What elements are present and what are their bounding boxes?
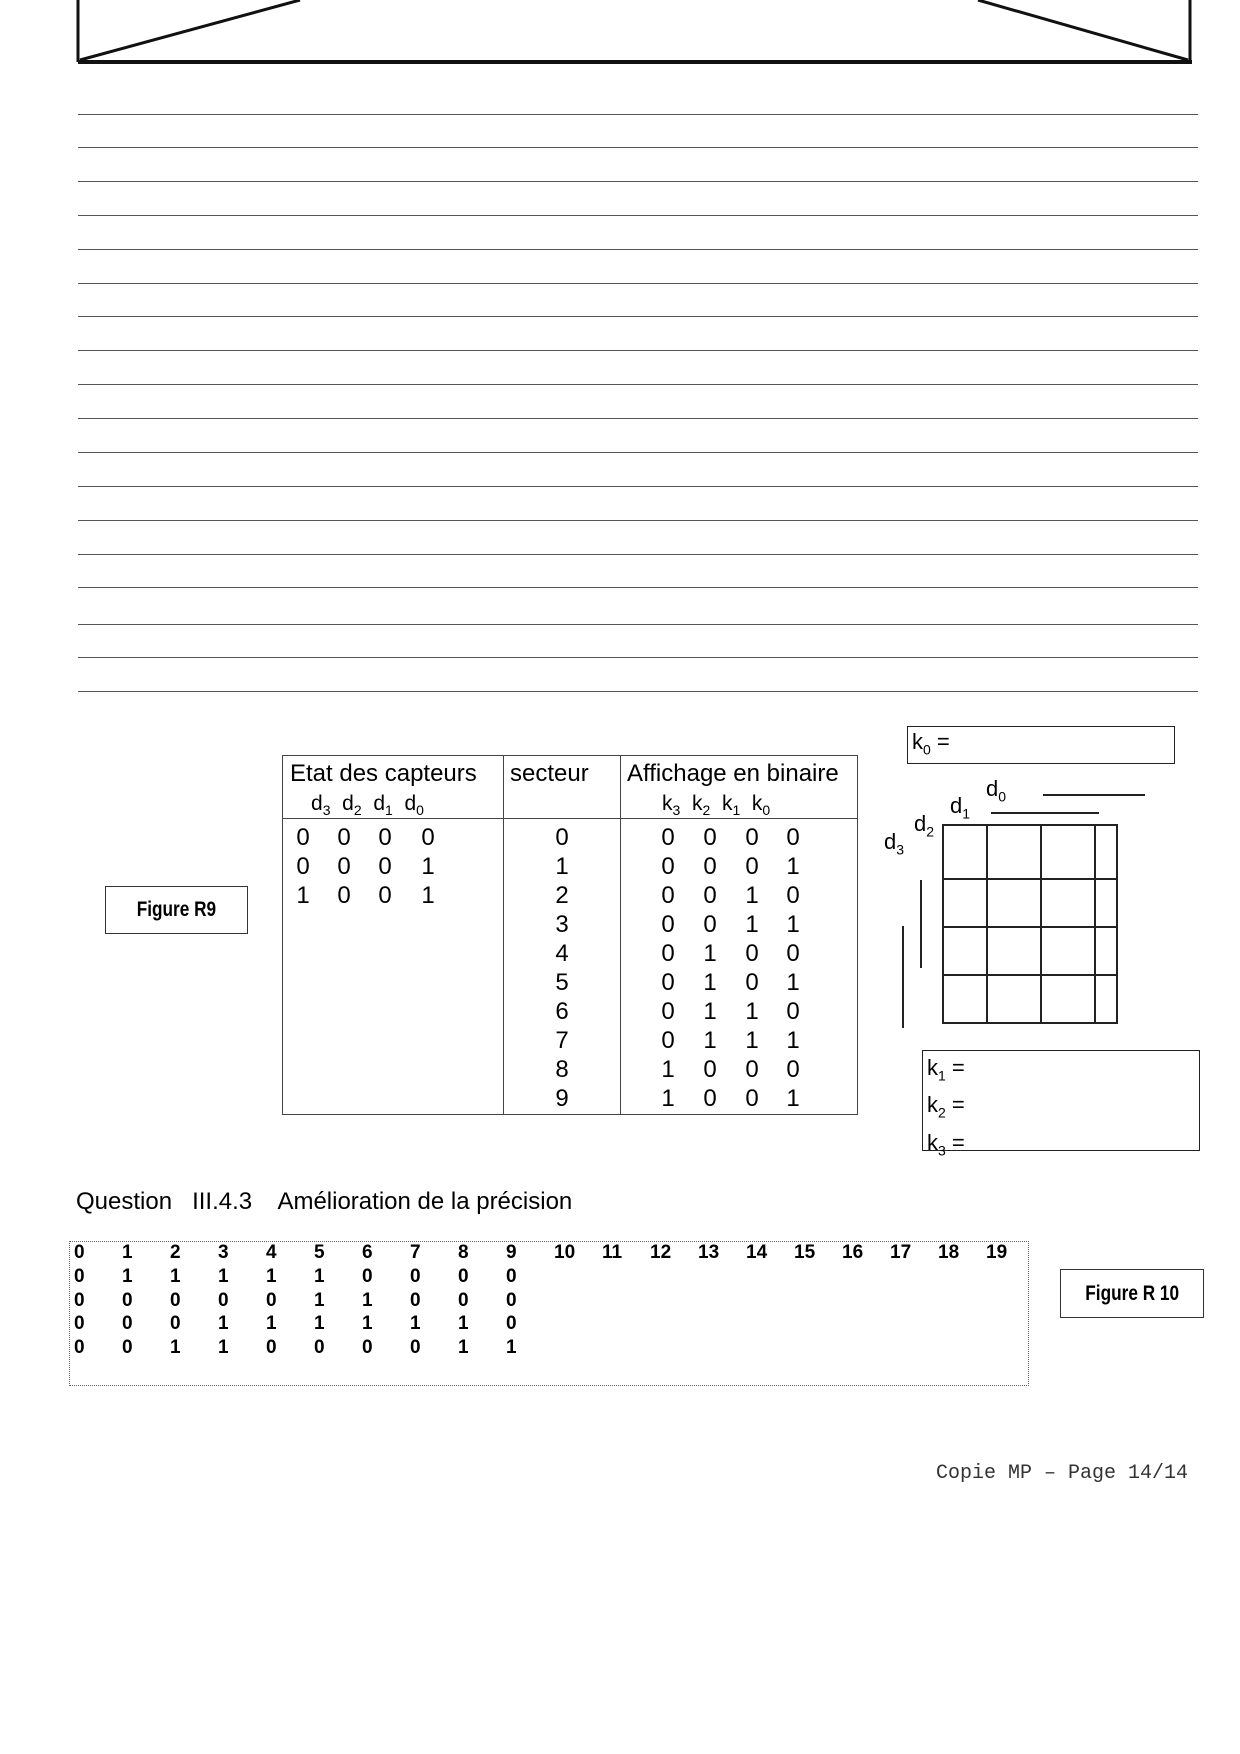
r10-header-cell: 7	[410, 1242, 421, 1263]
binary-cell: 0	[661, 1027, 675, 1054]
r10-header-cell: 16	[842, 1242, 864, 1263]
r10-cell: 1	[314, 1266, 325, 1287]
r10-cell: 1	[218, 1266, 229, 1287]
sector-cell: 1	[555, 853, 569, 880]
r10-header-cell: 5	[314, 1242, 325, 1263]
binary-cell: 0	[703, 882, 717, 909]
binary-cell: 0	[703, 853, 717, 880]
r10-cell: 0	[410, 1336, 421, 1358]
r10-header-cell: 9	[506, 1242, 517, 1263]
r10-cell: 0	[74, 1336, 85, 1358]
binary-cell: 0	[786, 824, 800, 851]
r10-header-cell: 11	[602, 1242, 623, 1263]
r10-cell: 1	[218, 1313, 229, 1334]
binary-cell: 1	[786, 969, 800, 996]
header-binary: Affichage en binaire	[627, 760, 839, 787]
r10-cell: 0	[74, 1266, 85, 1287]
binary-cell: 1	[786, 1027, 800, 1054]
r10-cell: 1	[122, 1266, 133, 1287]
figure-r10-grid	[69, 1241, 1029, 1386]
binary-cell: 1	[786, 853, 800, 880]
binary-cell: 1	[703, 1027, 717, 1054]
r10-cell: 1	[362, 1289, 373, 1311]
karnaugh-map[interactable]	[942, 824, 1118, 1024]
binary-cell: 0	[786, 1056, 800, 1083]
header-sensors: Etat des capteurs	[290, 760, 477, 787]
r10-cell: 0	[122, 1313, 133, 1334]
binary-cell: 1	[703, 940, 717, 967]
k0-answer-box[interactable]: $k_0$ =	[907, 726, 1175, 764]
binary-cell: 0	[745, 853, 759, 880]
binary-cell: 0	[661, 882, 675, 909]
r10-cell: 0	[458, 1289, 469, 1311]
binary-cell: 1	[745, 998, 759, 1025]
binary-cell: 1	[745, 911, 759, 938]
sensor-cell: 0	[337, 882, 351, 909]
r10-cell: 0	[266, 1336, 277, 1358]
binary-cell: 0	[661, 969, 675, 996]
r10-cell: 0	[506, 1266, 517, 1287]
sensor-cell: 0	[421, 824, 435, 851]
binary-cell: 0	[745, 1056, 759, 1083]
figure-r10-label: Figure R 10	[1060, 1269, 1204, 1318]
r10-header-cell: 14	[746, 1242, 768, 1263]
binary-cell: 0	[745, 940, 759, 967]
r10-cell: 1	[266, 1313, 277, 1334]
r10-cell: 0	[266, 1289, 277, 1311]
binary-cell: 0	[703, 824, 717, 851]
r10-header-cell: 1	[122, 1242, 133, 1263]
sector-cell: 9	[555, 1085, 569, 1112]
r10-header-cell: 0	[74, 1242, 85, 1263]
r10-cell: 1	[218, 1336, 229, 1358]
binary-cell: 0	[661, 911, 675, 938]
r10-cell: 1	[458, 1336, 469, 1358]
sensor-cell: 0	[337, 853, 351, 880]
binary-cell: 0	[661, 824, 675, 851]
binary-cell: 1	[745, 1027, 759, 1054]
sector-cell: 5	[555, 969, 569, 996]
r10-header-cell: 19	[986, 1242, 1008, 1263]
k-results-box[interactable]	[922, 1050, 1200, 1159]
binary-cell: 1	[703, 969, 717, 996]
sensor-cell: 0	[378, 882, 392, 909]
r10-header-cell: 2	[170, 1242, 181, 1263]
binary-cell: 1	[703, 998, 717, 1025]
binary-cell: 0	[745, 969, 759, 996]
r10-cell: 0	[506, 1313, 517, 1334]
figure-r9-label: Figure R9	[105, 886, 248, 934]
binary-cell: 0	[703, 1056, 717, 1083]
r10-cell: 0	[170, 1313, 181, 1334]
binary-cell: 0	[745, 824, 759, 851]
r10-cell: 0	[74, 1313, 85, 1334]
sector-cell: 0	[555, 824, 569, 851]
r10-cell: 0	[122, 1336, 133, 1358]
binary-cell: 0	[786, 940, 800, 967]
sensor-cell: 0	[296, 824, 310, 851]
r10-cell: 0	[506, 1289, 517, 1311]
d2-bar	[920, 880, 922, 968]
r10-cell: 1	[410, 1313, 421, 1334]
r10-cell: 1	[362, 1313, 373, 1334]
label-d1: $d_1$	[950, 793, 971, 822]
r10-header-cell: 17	[890, 1242, 912, 1263]
r10-cell: 1	[170, 1336, 181, 1358]
page-footer: Copie MP – Page 14/14	[936, 1462, 1189, 1485]
label-d2: $d_2$	[914, 811, 935, 840]
d3-bar	[902, 926, 904, 1028]
r10-cell: 0	[362, 1336, 373, 1358]
sector-cell: 4	[555, 940, 569, 967]
sensor-cell: 0	[296, 853, 310, 880]
r10-cell: 0	[74, 1289, 85, 1311]
r10-cell: 1	[458, 1313, 469, 1334]
r10-cell: 0	[458, 1266, 469, 1287]
binary-cell: 0	[786, 998, 800, 1025]
sensor-subheader: $d_3$ $d_2$ $d_1$ $d_0$	[311, 792, 424, 819]
r10-header-cell: 18	[938, 1242, 960, 1263]
sensor-cell: 0	[378, 853, 392, 880]
sensor-sector-table	[282, 755, 858, 1115]
r10-header-cell: 4	[266, 1242, 277, 1263]
r10-header-cell: 12	[650, 1242, 672, 1263]
r10-header-cell: 13	[698, 1242, 720, 1263]
r10-cell: 0	[410, 1266, 421, 1287]
binary-cell: 0	[661, 853, 675, 880]
r10-cell: 0	[122, 1289, 133, 1311]
k3-result: $k_3$ =	[927, 1129, 965, 1159]
r10-header-cell: 3	[218, 1242, 229, 1263]
k1-result: $k_1$ =	[927, 1055, 965, 1084]
binary-cell: 0	[703, 911, 717, 938]
r10-cell: 0	[362, 1266, 373, 1287]
sensor-cell: 1	[296, 882, 310, 909]
r10-header-cell: 6	[362, 1242, 373, 1263]
label-d0: $d_0$	[986, 776, 1007, 805]
k2-result: $k_2$ =	[927, 1092, 965, 1121]
header-sector: secteur	[510, 760, 589, 787]
sensor-cell: 0	[337, 824, 351, 851]
binary-cell: 0	[661, 998, 675, 1025]
binary-cell: 0	[703, 1085, 717, 1112]
question-heading: Question III.4.3 Amélioration de la précision	[76, 1188, 573, 1215]
binary-cell: 0	[745, 1085, 759, 1112]
label-d3: $d_3$	[884, 829, 905, 858]
r10-header-cell: 15	[794, 1242, 816, 1263]
sector-cell: 8	[555, 1056, 569, 1083]
sector-cell: 7	[555, 1027, 569, 1054]
sensor-cell: 0	[378, 824, 392, 851]
binary-cell: 1	[786, 911, 800, 938]
binary-cell: 0	[661, 940, 675, 967]
r10-cell: 1	[266, 1266, 277, 1287]
binary-cell: 1	[786, 1085, 800, 1112]
sensor-cell: 1	[421, 853, 435, 880]
r10-header-cell: 8	[458, 1242, 469, 1263]
d0-bar	[1043, 794, 1145, 796]
r10-cell: 0	[170, 1289, 181, 1311]
binary-subheader: $k_3$ $k_2$ $k_1$ $k_0$	[662, 792, 771, 819]
r10-cell: 1	[506, 1336, 517, 1358]
sector-cell: 6	[555, 998, 569, 1025]
d1-bar	[991, 812, 1099, 814]
answer-frame-top	[0, 0, 1240, 70]
sensor-cell: 1	[421, 882, 435, 909]
r10-cell: 1	[314, 1313, 325, 1334]
r10-cell: 1	[170, 1266, 181, 1287]
r10-cell: 0	[410, 1289, 421, 1311]
r10-cell: 0	[314, 1336, 325, 1358]
binary-cell: 1	[745, 882, 759, 909]
sector-cell: 2	[555, 882, 569, 909]
r10-cell: 0	[218, 1289, 229, 1311]
r10-header-cell: 10	[554, 1242, 576, 1263]
sector-cell: 3	[555, 911, 569, 938]
binary-cell: 1	[661, 1056, 675, 1083]
binary-cell: 0	[786, 882, 800, 909]
binary-cell: 1	[661, 1085, 675, 1112]
r10-cell: 1	[314, 1289, 325, 1311]
